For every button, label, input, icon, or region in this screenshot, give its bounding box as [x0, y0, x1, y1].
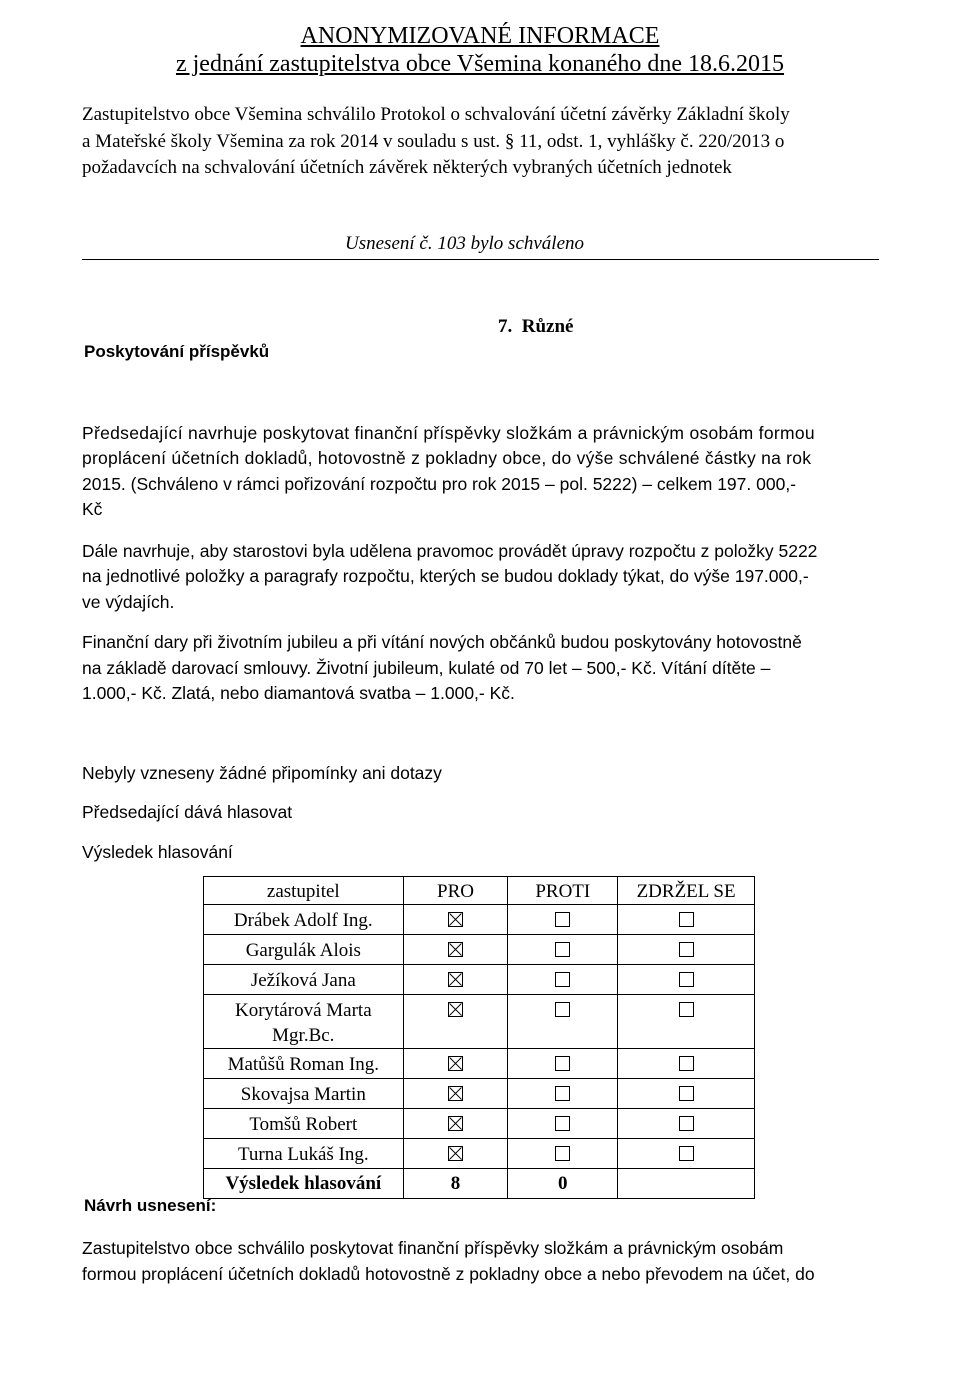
p3-line-3: 1.000,- Kč. Zlatá, nebo diamantová svatba – 1.000,- Kč. [82, 683, 515, 703]
member-name: Korytárová Marta Mgr.Bc. [204, 995, 404, 1049]
member-name: Turna Lukáš Ing. [204, 1139, 404, 1169]
member-name: Ježíková Jana [204, 965, 404, 995]
empty-box-icon [555, 1002, 570, 1017]
vote-table [203, 876, 755, 1199]
document-subtitle: z jednání zastupitelstva obce Všemina konaného dne 18.6.2015 [175, 51, 785, 77]
header-proti: PROTI [508, 877, 618, 905]
document-title: ANONYMIZOVANÉ INFORMACE [300, 23, 660, 49]
p2-line-1: Dále navrhuje, aby starostovi byla udělena pravomoc provádět úpravy rozpočtu z položky 5222 [82, 541, 818, 561]
proposal-line-2: formou proplácení účetních dokladů hotovostně z pokladny obce a nebo převodem na účet, do [82, 1264, 815, 1284]
empty-box-icon [679, 1146, 694, 1161]
table-row [204, 1109, 755, 1139]
horizontal-rule [82, 259, 879, 260]
checked-box-icon [448, 912, 463, 927]
proposal-label: Návrh usnesení: [84, 1196, 217, 1215]
empty-box-icon [555, 1146, 570, 1161]
p2-line-3: ve výdajích. [82, 592, 175, 612]
checked-box-icon [448, 1002, 463, 1017]
empty-box-icon [679, 1002, 694, 1017]
table-row [204, 1079, 755, 1109]
table-row [204, 905, 755, 935]
table-row [204, 1139, 755, 1169]
p1-line-1: Předsedající navrhuje poskytovat finanční příspěvky složkám a právnickým osobám formou [82, 423, 815, 443]
checked-box-icon [448, 1116, 463, 1131]
empty-box-icon [679, 1056, 694, 1071]
intro-line-2: a Mateřské školy Všemina za rok 2014 v souladu s ust. § 11, odst. 1, vyhlášky č. 220/2013 o [82, 131, 785, 152]
empty-box-icon [679, 912, 694, 927]
table-row [204, 965, 755, 995]
header-pro: PRO [403, 877, 508, 905]
p2-line-2: na jednotlivé položky a paragrafy rozpočtu, kterých se budou doklady týkat, do výše 197.000,- [82, 566, 809, 586]
no-comments-note: Nebyly vzneseny žádné připomínky ani dotazy [82, 763, 442, 783]
section-heading-misc: 7. Různé [498, 316, 574, 337]
proposal-line-1: Zastupitelstvo obce schválilo poskytovat finanční příspěvky složkám a právnickým osobám [82, 1238, 784, 1258]
table-row [204, 935, 755, 965]
header-member: zastupitel [204, 877, 404, 905]
p3-line-2: na základě darovací smlouvy. Životní jubileum, kulaté od 70 let – 500,- Kč. Vítání dítěte – [82, 658, 771, 678]
vote-result-heading: Výsledek hlasování [82, 842, 233, 862]
result-label: Výsledek hlasování [204, 1169, 404, 1199]
member-name: Tomšů Robert [204, 1109, 404, 1139]
checked-box-icon [448, 1056, 463, 1071]
result-proti: 0 [508, 1169, 618, 1199]
p1-line-2: proplácení účetních dokladů, hotovostně z pokladny obce, do výše schválené částky na rok [82, 448, 812, 468]
member-name: Matůšů Roman Ing. [204, 1049, 404, 1079]
empty-box-icon [555, 972, 570, 987]
empty-box-icon [679, 1086, 694, 1101]
checked-box-icon [448, 942, 463, 957]
result-pro: 8 [403, 1169, 508, 1199]
empty-box-icon [679, 1116, 694, 1131]
member-name: Drábek Adolf Ing. [204, 905, 404, 935]
vote-table-header [204, 877, 755, 905]
p3-line-1: Finanční dary při životním jubileu a při vítání nových občánků budou poskytovány hotovostně [82, 632, 802, 652]
empty-box-icon [555, 1056, 570, 1071]
vote-result-row [204, 1169, 755, 1199]
member-name: Skovajsa Martin [204, 1079, 404, 1109]
section-heading-contributions: Poskytování příspěvků [84, 342, 270, 361]
table-row [204, 995, 755, 1049]
empty-box-icon [555, 1086, 570, 1101]
empty-box-icon [679, 972, 694, 987]
result-zdrzel [618, 1169, 755, 1199]
empty-box-icon [555, 1116, 570, 1131]
intro-line-3: požadavcích na schvalování účetních závěrek některých vybraných účetních jednotek [82, 157, 732, 178]
p1-line-3: 2015. (Schváleno v rámci pořizování rozpočtu pro rok 2015 – pol. 5222) – celkem 197. 000,- [82, 474, 797, 494]
chair-vote-note: Předsedající dává hlasovat [82, 802, 293, 822]
member-name: Gargulák Alois [204, 935, 404, 965]
table-row [204, 1049, 755, 1079]
empty-box-icon [555, 942, 570, 957]
checked-box-icon [448, 972, 463, 987]
resolution-text: Usnesení č. 103 bylo schváleno [345, 233, 585, 254]
header-zdrzel: ZDRŽEL SE [618, 877, 755, 905]
p1-line-4: Kč [82, 499, 103, 519]
checked-box-icon [448, 1086, 463, 1101]
intro-line-1: Zastupitelstvo obce Všemina schválilo Protokol o schvalování účetní závěrky Základní školy [82, 104, 790, 125]
empty-box-icon [679, 942, 694, 957]
empty-box-icon [555, 912, 570, 927]
checked-box-icon [448, 1146, 463, 1161]
